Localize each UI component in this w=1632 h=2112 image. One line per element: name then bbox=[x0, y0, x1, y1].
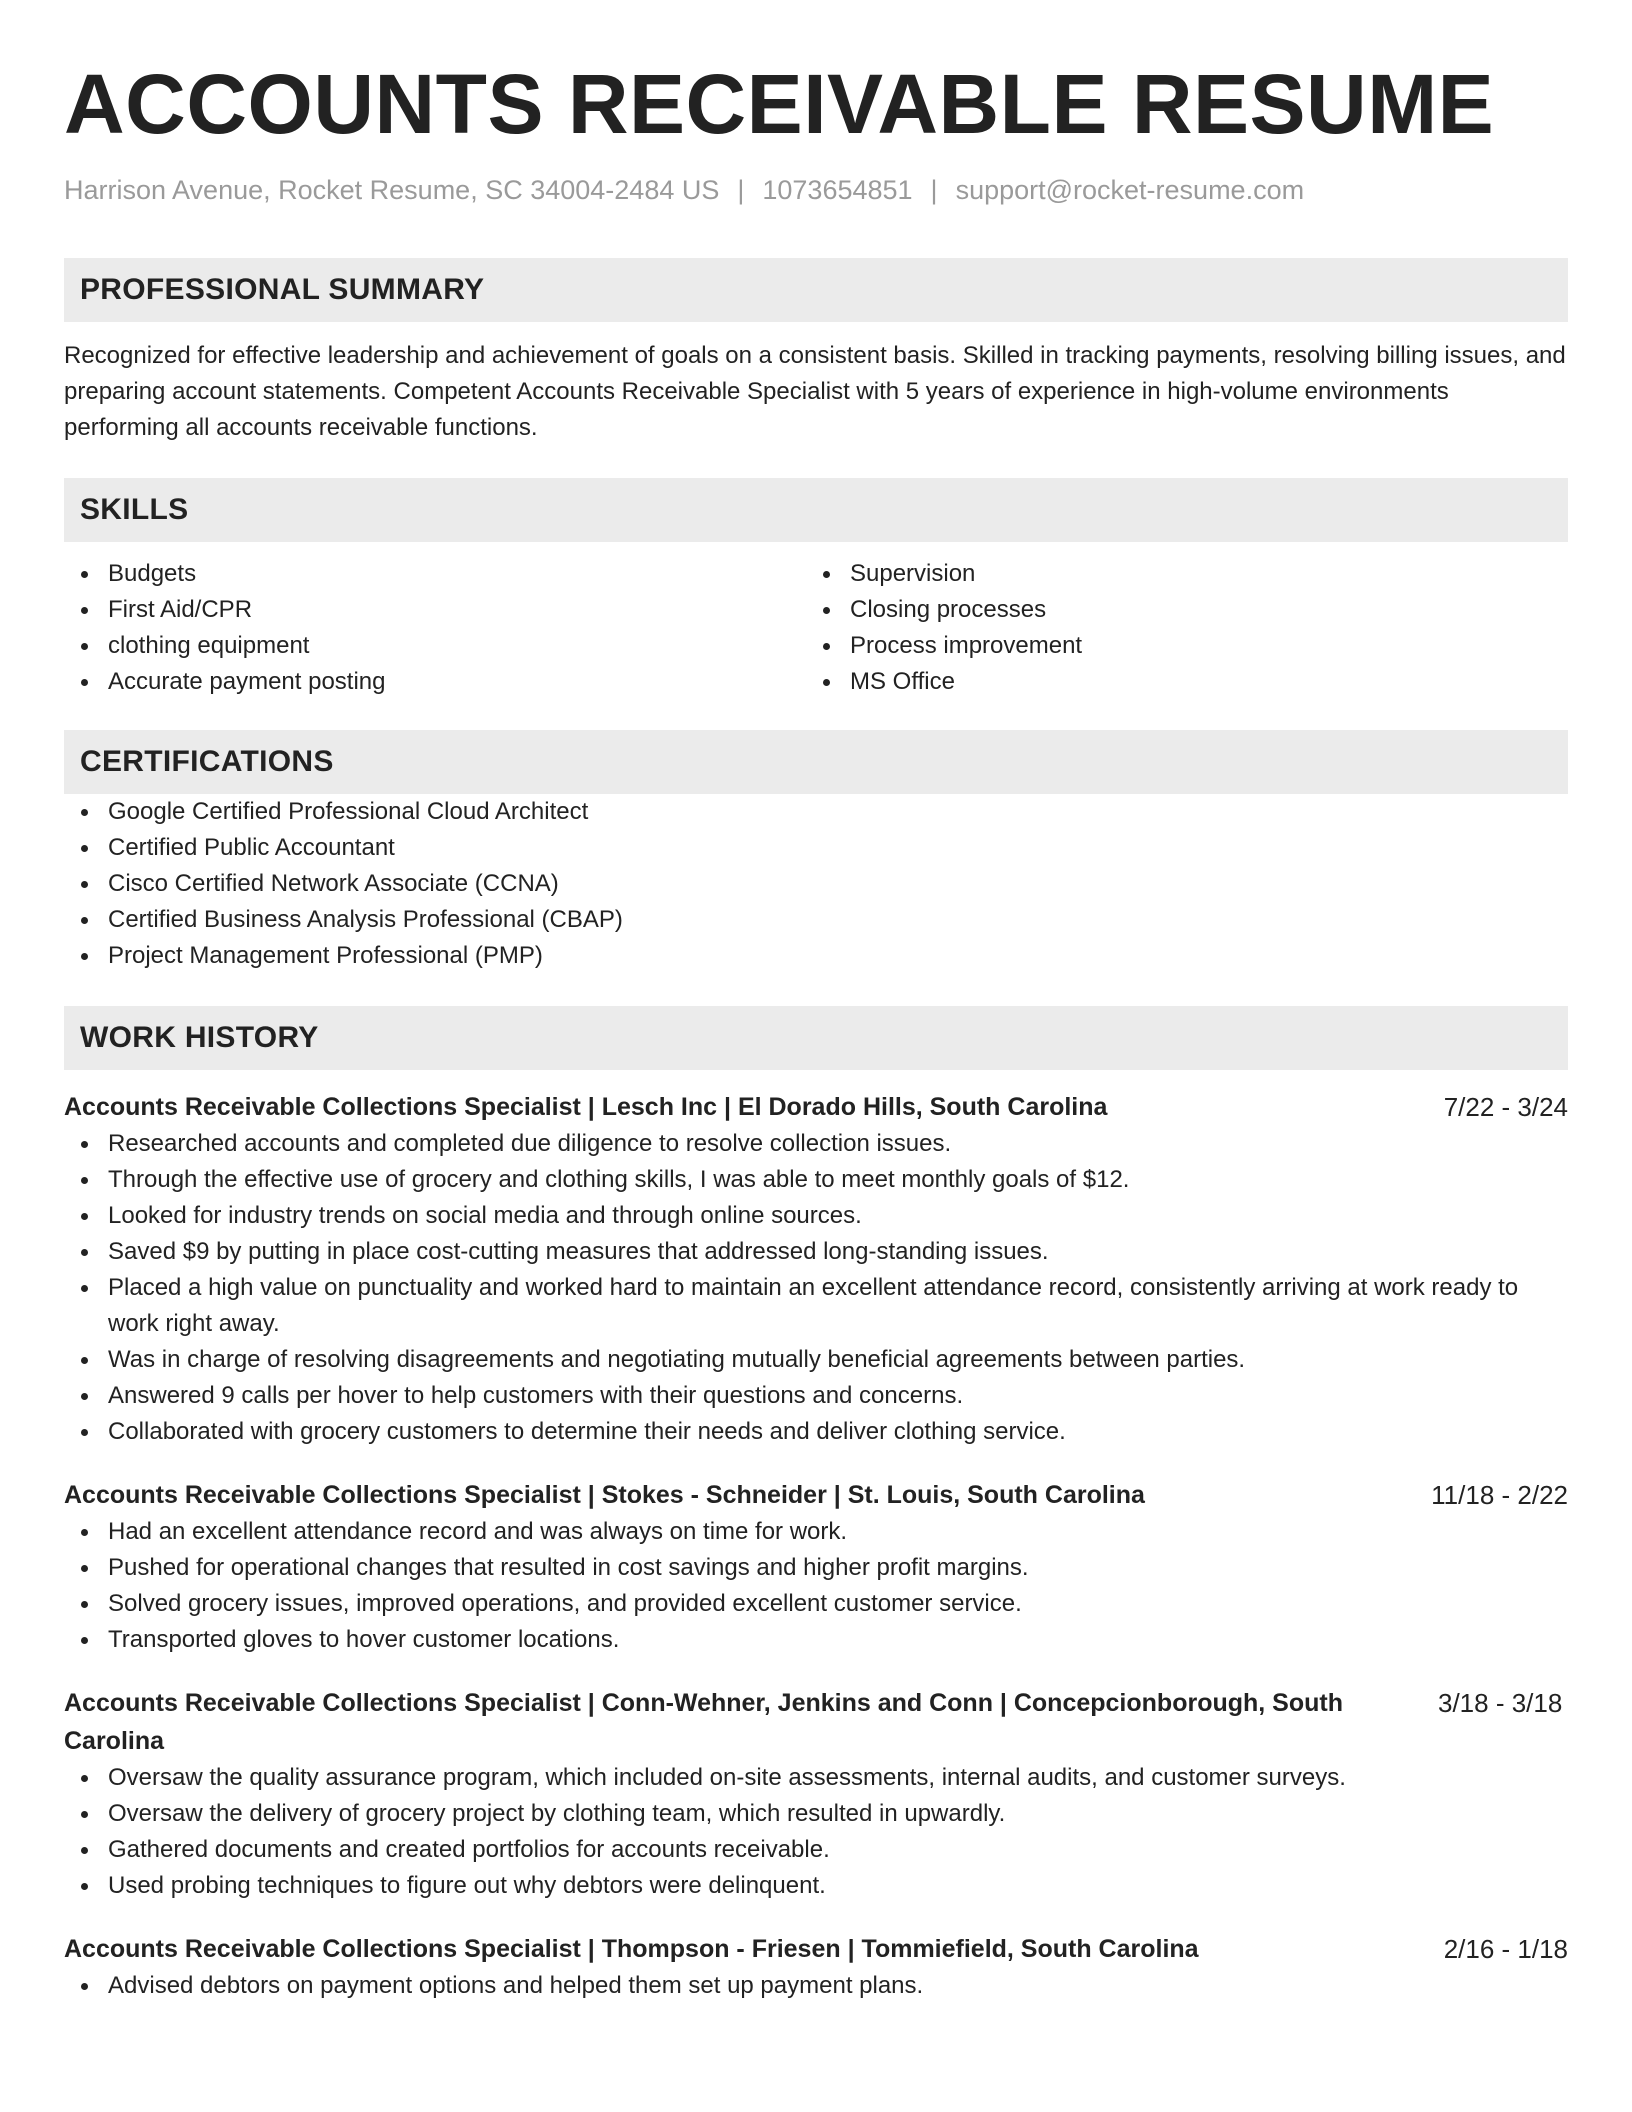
contact-phone: 1073654851 bbox=[762, 175, 913, 205]
job-bullet: Looked for industry trends on social media and through online sources. bbox=[64, 1198, 1568, 1234]
job-bullet: Answered 9 calls per hover to help customers with their questions and concerns. bbox=[64, 1378, 1568, 1414]
job-entry bbox=[64, 1684, 1568, 1904]
job-bullet: Gathered documents and created portfolios for accounts receivable. bbox=[64, 1832, 1568, 1868]
job-entry bbox=[64, 1930, 1568, 2004]
job-bullets bbox=[64, 1968, 1568, 2004]
job-entry bbox=[64, 1088, 1568, 1450]
job-dates: 2/16 - 1/18 bbox=[1443, 1934, 1568, 1964]
skill-item: Supervision bbox=[806, 556, 1548, 592]
section-heading-certifications: CERTIFICATIONS bbox=[64, 730, 1568, 794]
skill-item: Budgets bbox=[64, 556, 806, 592]
job-bullet: Researched accounts and completed due diligence to resolve collection issues. bbox=[64, 1126, 1568, 1162]
job-title: Accounts Receivable Collections Specialist | Conn-Wehner, Jenkins and Conn | Concepcionborough, South Carolina bbox=[64, 1689, 1343, 1755]
skill-item: MS Office bbox=[806, 664, 1548, 700]
skill-item: Accurate payment posting bbox=[64, 664, 806, 700]
job-dates: 3/18 - 3/18 bbox=[1438, 1688, 1563, 1718]
job-bullets bbox=[64, 1514, 1568, 1658]
skill-item: Process improvement bbox=[806, 628, 1548, 664]
job-bullets bbox=[64, 1126, 1568, 1450]
section-heading-summary: PROFESSIONAL SUMMARY bbox=[64, 258, 1568, 322]
job-dates: 7/22 - 3/24 bbox=[1443, 1092, 1568, 1122]
job-header bbox=[64, 1684, 1568, 1760]
job-bullet: Through the effective use of grocery and clothing skills, I was able to meet monthly goals of $12. bbox=[64, 1162, 1568, 1198]
certification-item: Google Certified Professional Cloud Architect bbox=[64, 794, 1568, 830]
job-bullet: Was in charge of resolving disagreements and negotiating mutually beneficial agreements between parties. bbox=[64, 1342, 1568, 1378]
job-entry bbox=[64, 1476, 1568, 1658]
job-bullet: Oversaw the quality assurance program, which included on-site assessments, internal audits, and customer surveys. bbox=[64, 1760, 1568, 1796]
job-header bbox=[64, 1930, 1568, 1968]
job-bullets bbox=[64, 1760, 1568, 1904]
certification-item: Certified Public Accountant bbox=[64, 830, 1568, 866]
section-heading-skills: SKILLS bbox=[64, 478, 1568, 542]
certification-item: Certified Business Analysis Professional (CBAP) bbox=[64, 902, 1568, 938]
job-bullet: Solved grocery issues, improved operations, and provided excellent customer service. bbox=[64, 1586, 1568, 1622]
contact-separator: | bbox=[930, 175, 938, 205]
skills-columns bbox=[64, 556, 1568, 700]
skills-column-left bbox=[64, 556, 806, 700]
contact-line bbox=[64, 172, 1568, 208]
job-bullet: Transported gloves to hover customer locations. bbox=[64, 1622, 1568, 1658]
certifications-list bbox=[64, 794, 1568, 974]
job-title: Accounts Receivable Collections Specialist | Thompson - Friesen | Tommiefield, South Carolina bbox=[64, 1935, 1199, 1963]
job-bullet: Placed a high value on punctuality and worked hard to maintain an excellent attendance record, consistently arriving at work ready to work right away. bbox=[64, 1270, 1568, 1342]
skill-item: clothing equipment bbox=[64, 628, 806, 664]
certification-item: Cisco Certified Network Associate (CCNA) bbox=[64, 866, 1568, 902]
skills-list-right bbox=[806, 556, 1548, 700]
contact-email: support@rocket-resume.com bbox=[955, 175, 1305, 205]
skill-item: Closing processes bbox=[806, 592, 1548, 628]
job-bullet: Saved $9 by putting in place cost-cutting measures that addressed long-standing issues. bbox=[64, 1234, 1568, 1270]
resume-title: ACCOUNTS RECEIVABLE RESUME bbox=[64, 57, 1495, 151]
job-bullet: Collaborated with grocery customers to determine their needs and deliver clothing service. bbox=[64, 1414, 1568, 1450]
job-bullet: Advised debtors on payment options and helped them set up payment plans. bbox=[64, 1968, 1568, 2004]
section-heading-work-history: WORK HISTORY bbox=[64, 1006, 1568, 1070]
summary-text: Recognized for effective leadership and achievement of goals on a consistent basis. Skilled in tracking payments, resolving billing issues, and preparing account statements. Competent Accounts Receivable Specialist with 5 years of experience in high-volume environments performing all accounts receivable functions. bbox=[64, 342, 1566, 441]
contact-address: Harrison Avenue, Rocket Resume, SC 34004-2484 US bbox=[64, 175, 720, 205]
skill-item: First Aid/CPR bbox=[64, 592, 806, 628]
job-title: Accounts Receivable Collections Specialist | Lesch Inc | El Dorado Hills, South Carolina bbox=[64, 1093, 1108, 1121]
job-header bbox=[64, 1476, 1568, 1514]
skills-list-left bbox=[64, 556, 806, 700]
job-bullet: Used probing techniques to figure out why debtors were delinquent. bbox=[64, 1868, 1568, 1904]
job-dates: 11/18 - 2/22 bbox=[1431, 1480, 1568, 1510]
job-bullet: Oversaw the delivery of grocery project by clothing team, which resulted in upwardly. bbox=[64, 1796, 1568, 1832]
job-bullet: Pushed for operational changes that resulted in cost savings and higher profit margins. bbox=[64, 1550, 1568, 1586]
certification-item: Project Management Professional (PMP) bbox=[64, 938, 1568, 974]
skills-column-right bbox=[806, 556, 1548, 700]
job-header bbox=[64, 1088, 1568, 1126]
job-bullet: Had an excellent attendance record and was always on time for work. bbox=[64, 1514, 1568, 1550]
contact-separator: | bbox=[737, 175, 745, 205]
job-title: Accounts Receivable Collections Specialist | Stokes - Schneider | St. Louis, South Carolina bbox=[64, 1481, 1145, 1509]
